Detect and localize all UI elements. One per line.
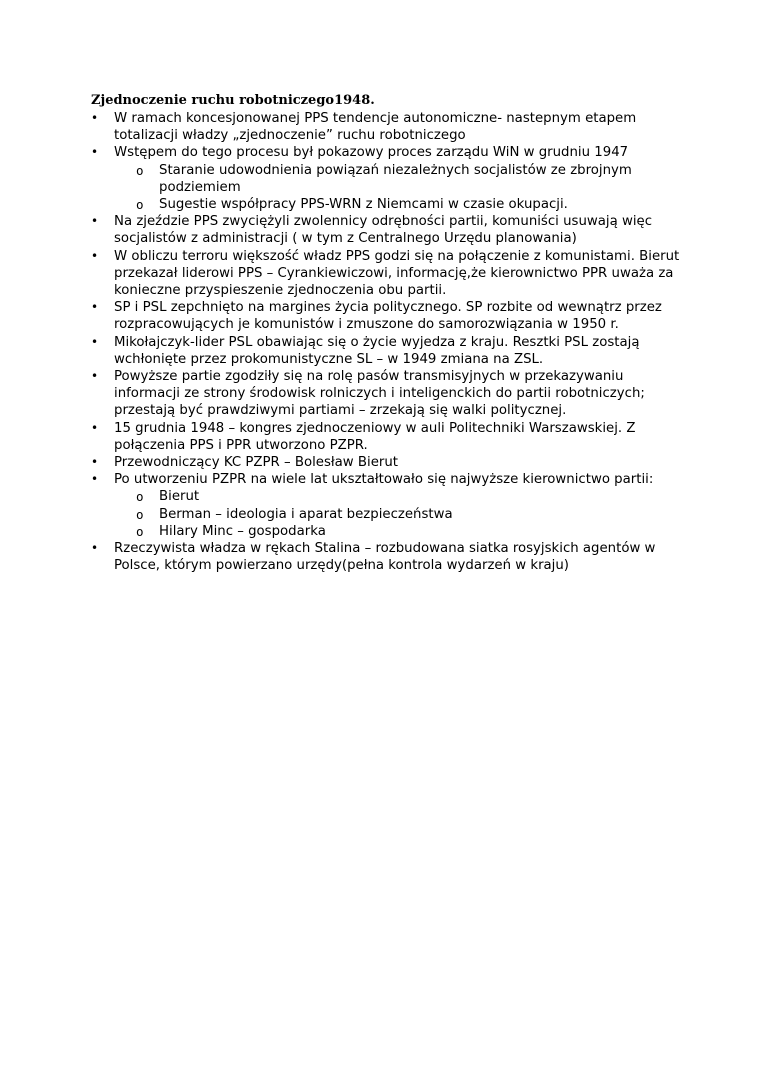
bullet-icon: •: [91, 472, 99, 487]
bullet-icon: •: [91, 214, 99, 229]
sub-list-item-text: Bierut: [159, 489, 200, 505]
list-item-text: Przewodniczący KC PZPR – Bolesław Bierut: [114, 455, 399, 471]
bullet-icon: •: [91, 369, 99, 384]
bullet-icon: •: [91, 300, 99, 315]
sub-list-item: [136, 196, 681, 213]
bullet-icon: •: [91, 455, 99, 470]
list-item: [91, 248, 681, 300]
list-item-text: Na zjeździe PPS zwyciężyli zwolennicy odrębności partii, komuniści usuwają więc socjalistów z administracji ( w tym z Centralnego Urzędu planowania): [114, 214, 653, 247]
list-item: [91, 334, 681, 368]
sub-list: [114, 488, 681, 540]
list-item: [91, 144, 681, 213]
sub-list-item: [136, 523, 681, 540]
sub-list-item: [136, 162, 681, 196]
bullet-icon: •: [91, 541, 99, 556]
sub-list-item-text: Hilary Minc – gospodarka: [159, 523, 326, 539]
sub-bullet-icon: o: [136, 523, 144, 539]
list-item: [91, 471, 681, 540]
list-item: [91, 110, 681, 144]
bullet-icon: •: [91, 334, 99, 349]
bullet-icon: •: [91, 111, 99, 125]
list-item: [91, 368, 681, 420]
list-item-text: Rzeczywista władza w rękach Stalina – rozbudowana siatka rosyjskich agentów w Polsce, którym powierzano urzędy(pełna kontrola wydarzeń w kraju): [114, 541, 656, 574]
sub-bullet-icon: o: [136, 489, 144, 505]
list-item: [91, 213, 681, 247]
sub-list-item: [136, 506, 681, 523]
list-item: [91, 454, 681, 471]
sub-bullet-icon: o: [136, 506, 144, 522]
list-item: [91, 299, 681, 333]
list-item-text: Powyższe partie zgodziły się na rolę pasów transmisyjnych w przekazywaniu informacji ze strony środowisk rolniczych i inteligenckich do partii robotniczych; przestają być prawdziwymi partiami – zrzekają się walki politycznej.: [114, 369, 645, 419]
sub-bullet-icon: o: [136, 162, 144, 178]
list-item-text: Po utworzeniu PZPR na wiele lat ukształtowało się najwyższe kierownictwo partii:: [114, 472, 654, 488]
list-item: [91, 420, 681, 454]
list-item-text: Mikołajczyk-lider PSL obawiając się o życie wyjedza z kraju. Resztki PSL zostają wchłonięte przez prokomunistyczne SL – w 1949 zmiana na ZSL.: [114, 334, 640, 367]
document-body: [91, 92, 681, 574]
sub-list: [114, 162, 681, 214]
sub-list-item: [136, 488, 681, 505]
sub-list-item-text: Berman – ideologia i aparat bezpieczeństwa: [159, 506, 453, 522]
sub-list-item-text: Staranie udowodnienia powiązań niezależnych socjalistów ze zbrojnym podziemiem: [159, 162, 632, 195]
list-item-text: 15 grudnia 1948 – kongres zjednoczeniowy w auli Politechniki Warszawskiej. Z połączenia PPS i PPR utworzono PZPR.: [114, 420, 636, 453]
bullet-list: [91, 110, 681, 574]
list-item-text: W ramach koncesjonowanej PPS tendencje autonomiczne- nastepnym etapem totalizacji władzy „zjednoczenie” ruchu robotniczego: [114, 111, 637, 144]
list-item-text: Wstępem do tego procesu był pokazowy proces zarządu WiN w grudniu 1947: [114, 145, 629, 161]
sub-list-item-text: Sugestie współpracy PPS-WRN z Niemcami w czasie okupacji.: [159, 197, 568, 213]
list-item: [91, 540, 681, 574]
bullet-icon: •: [91, 248, 99, 263]
document-title: Zjednoczenie ruchu robotniczego1948.: [91, 93, 375, 108]
list-item-text: W obliczu terroru większość władz PPS godzi się na połączenie z komunistami. Bierut przekazał liderowi PPS – Cyrankiewiczowi, informację,że kierownictwo PPR uważa za konieczne przyspieszenie zjednoczenia obu partii.: [114, 248, 680, 299]
list-item-text: SP i PSL zepchnięto na margines życia politycznego. SP rozbite od wewnątrz przez rozpracowujących je komunistów i zmuszone do samorozwiązania w 1950 r.: [114, 300, 662, 333]
bullet-icon: •: [91, 420, 99, 435]
bullet-icon: •: [91, 145, 99, 160]
sub-bullet-icon: o: [136, 197, 144, 213]
